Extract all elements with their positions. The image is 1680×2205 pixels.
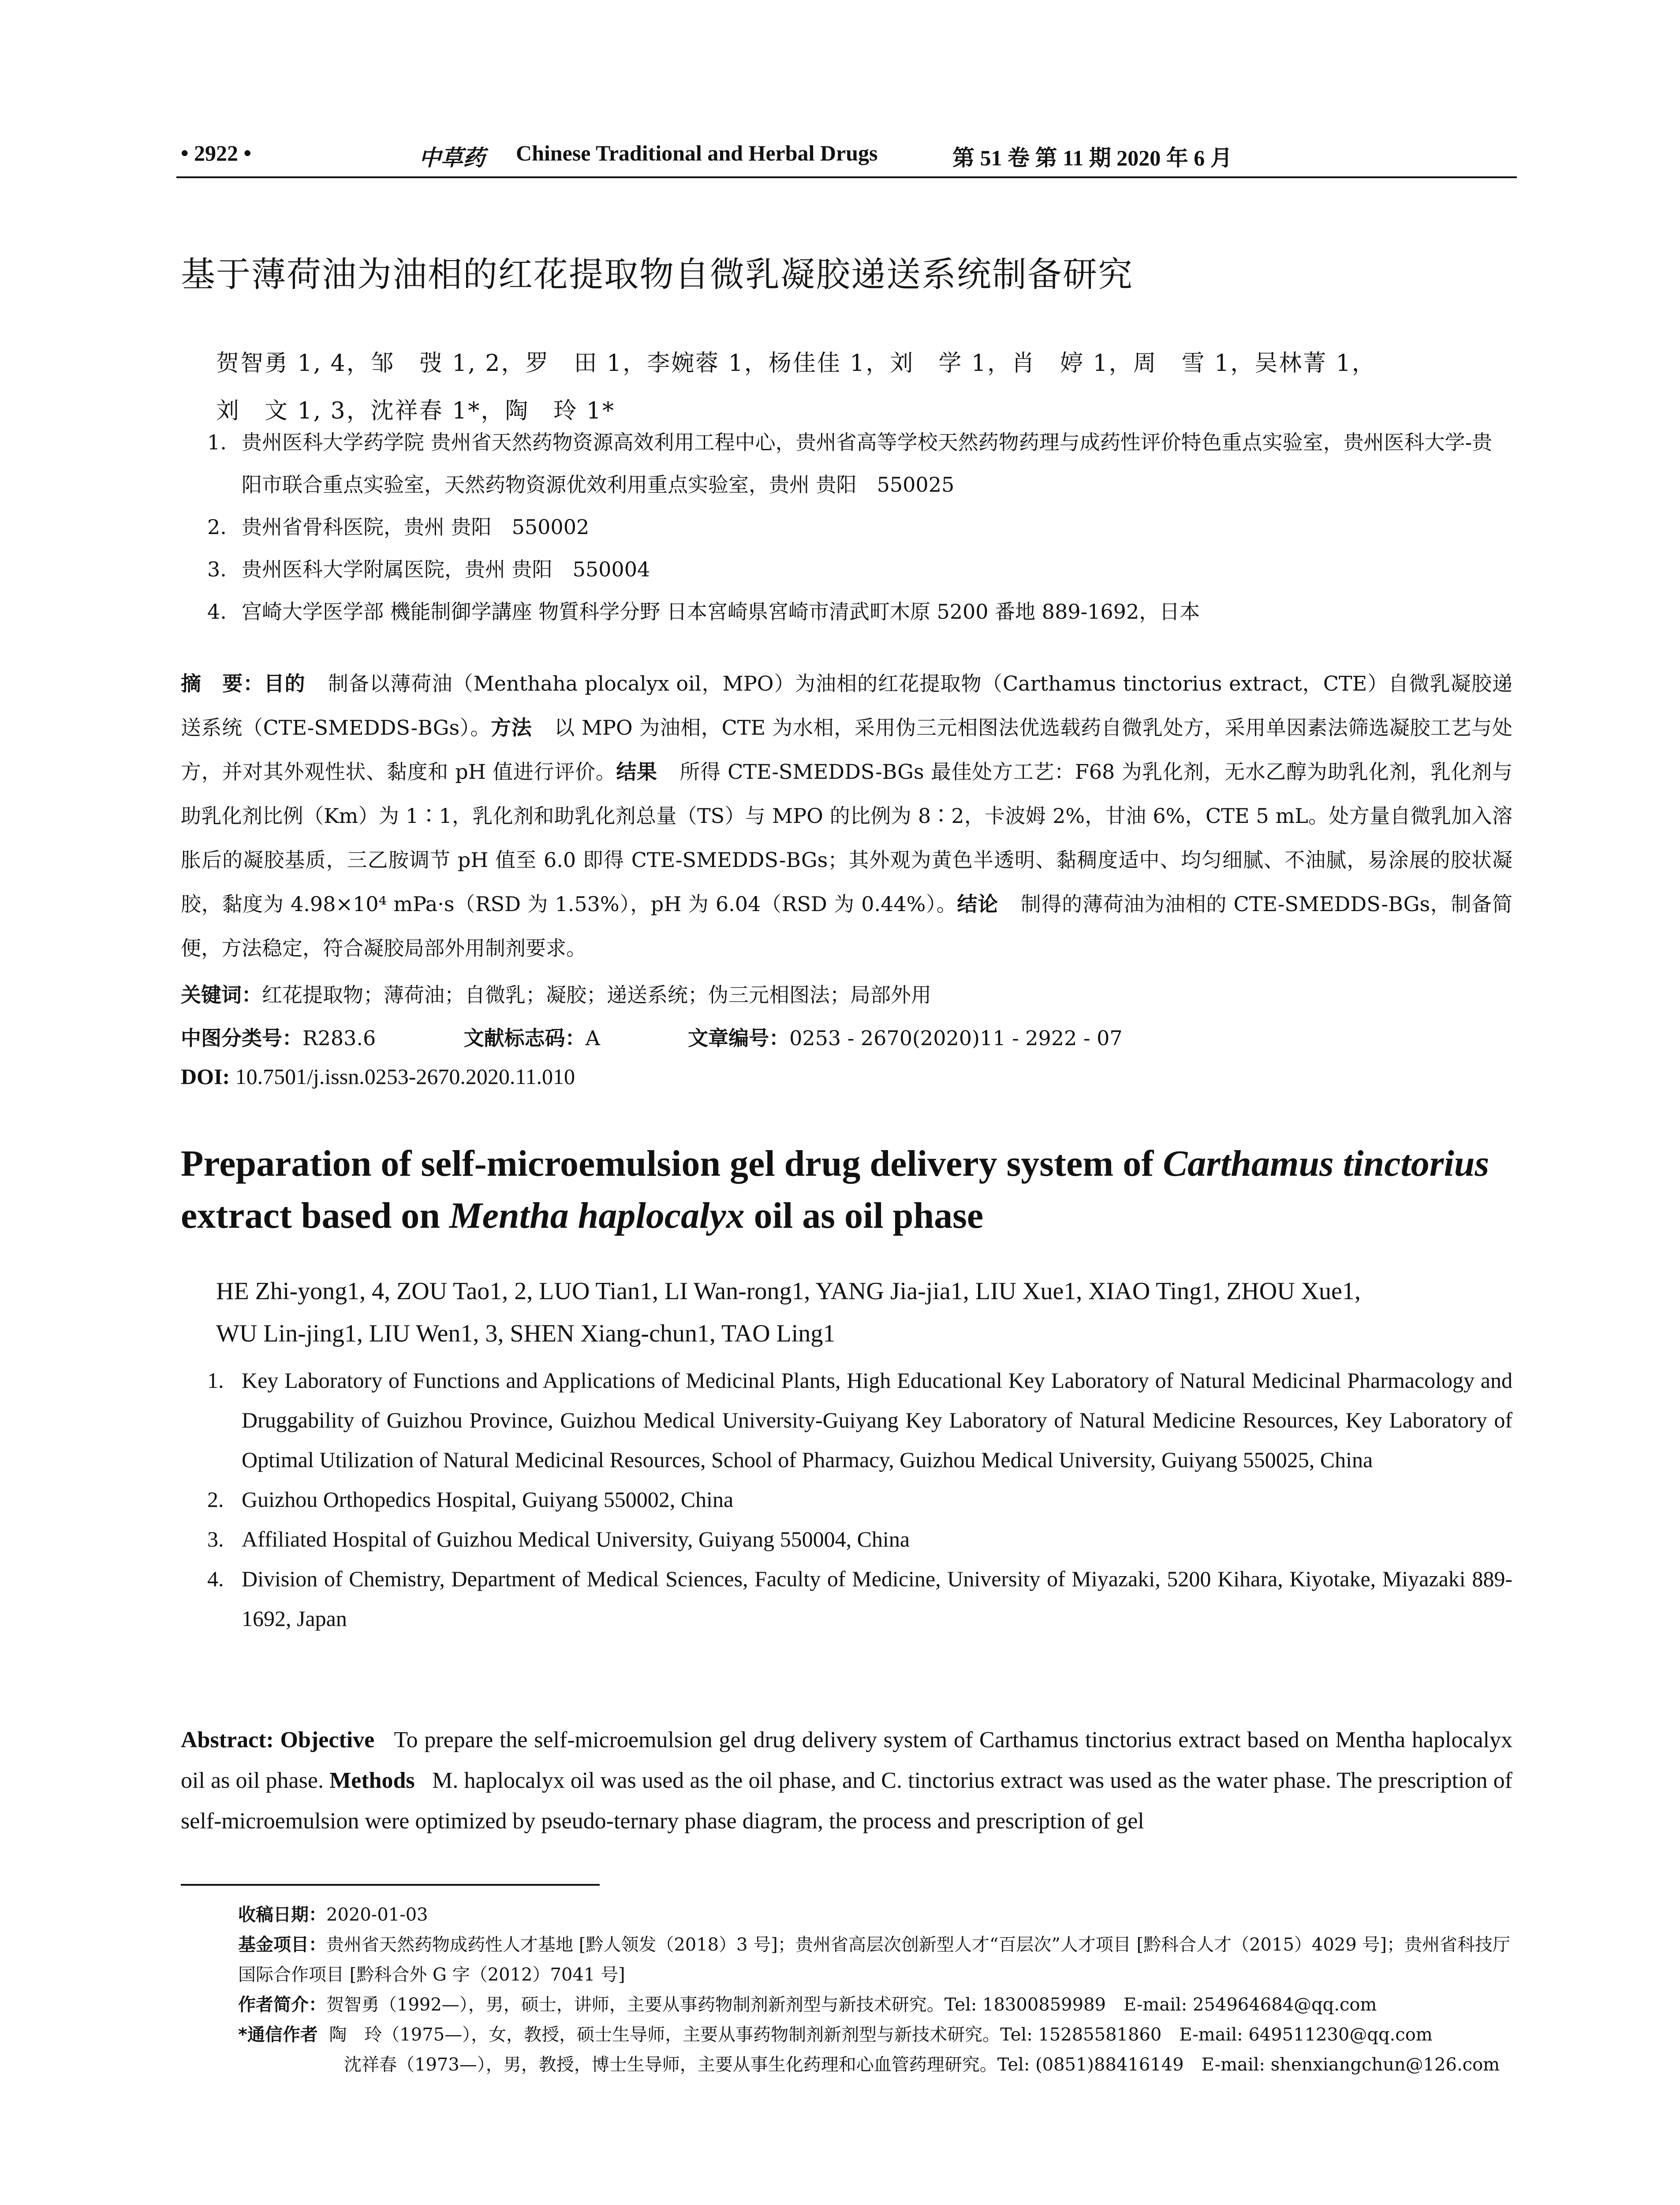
doi-line: DOI: 10.7501/j.issn.0253-2670.2020.11.010 <box>181 1064 575 1089</box>
chinese-authors-line: 贺智勇 1, 4，邹 弢 1, 2，罗 田 1，李婉蓉 1，杨佳佳 1，刘 学 1，肖 婷 1，周 雪 1，吴林菁 1， <box>216 350 1376 377</box>
page-number: • 2922 • <box>181 141 252 165</box>
running-header <box>181 140 1508 176</box>
doi[interactable]: 10.7501/j.issn.0253-2670.2020.11.010 <box>235 1064 575 1089</box>
chinese-affiliations <box>207 421 1512 633</box>
affiliation-item: 2. 贵州省骨科医院，贵州 贵阳 550002 <box>207 515 590 539</box>
chinese-authors-line: 刘 文 1, 3，沈祥春 1*，陶 玲 1* <box>216 398 615 424</box>
classification-line: 中图分类号：R283.6 文献标志码：A 文章编号：0253 - 2670(2020)11 - 2922 - 07 <box>181 1026 1123 1050</box>
results-label: 结果 <box>616 760 657 784</box>
article-number: 0253 - 2670(2020)11 - 2922 - 07 <box>789 1026 1123 1050</box>
chinese-abstract <box>181 662 1512 970</box>
abstract-objective-text: To prepare the self-microemulsion gel drug delivery system of Carthamus tinctorius extract based on Mentha haplocalyx oil as oil phase. <box>181 1727 1512 1793</box>
affiliation-item: 4. Division of Chemistry, Department of Medical Sciences, Faculty of Medicine, University of Miyazaki, 5200 Kihara, Kiyotake, Miyazaki 889-1692, Japan <box>207 1566 1512 1631</box>
footnote-corresponding: 沈祥春（1973—），男，教授，博士生导师，主要从事生化药理和心血管药理研究。Tel: (0851)88416149 E-mail: shenxiangchun@126.com <box>344 2055 1500 2075</box>
issue-info: 第 51 卷 第 11 期 2020 年 6 月 <box>952 146 1232 170</box>
english-authors-line: WU Lin-jing1, LIU Wen1, 3, SHEN Xiang-chun1, TAO Ling1 <box>216 1320 836 1347</box>
abstract-objective-label: Abstract: Objective <box>181 1727 375 1753</box>
footnote-received: 收稿日期：2020-01-03 <box>238 1905 428 1925</box>
abstract-methods-label: Methods <box>329 1768 415 1793</box>
affiliation-item: 3. 贵州医科大学附属医院，贵州 贵阳 550004 <box>207 557 650 581</box>
chinese-title: 基于薄荷油为油相的红花提取物自微乳凝胶递送系统制备研究 <box>181 255 1134 295</box>
footnote-corresponding: *通信作者 陶 玲（1975—），女，教授，硕士生导师，主要从事药物制剂新剂型与新技术研究。Tel: 15285581860 E-mail: 649511230@qq.com <box>238 2025 1433 2045</box>
keywords: 红花提取物；薄荷油；自微乳；凝胶；递送系统；伪三元相图法；局部外用 <box>262 983 931 1007</box>
results-text: 所得 CTE-SMEDDS-BGs 最佳处方工艺：F68 为乳化剂，无水乙醇为助乳化剂，乳化剂与助乳化剂比例（Km）为 1∶1，乳化剂和助乳化剂总量（TS）与 MPO 的比例为 8∶2，卡波姆 2%，甘油 6%，CTE 5 mL。处方量自微乳加入溶胀后的凝胶基质，三乙胺调节 pH 值至 6.0 即得 CTE-SMEDDS-BGs；其外观为黄色半透明、黏稠度适中、均匀细腻、不油腻，易涂展的胶状凝胶，黏度为 4.98×10⁴ mPa·s（RSD 为 1.53%），pH 为 6.04（RSD 为 0.44%）。 <box>181 760 1513 916</box>
affiliation-item: 4. 宫崎大学医学部 機能制御学講座 物質科学分野 日本宮崎県宮崎市清武町木原 5200 番地 889-1692，日本 <box>207 600 1200 624</box>
abstract-methods-text: M. haplocalyx oil was used as the oil phase, and C. tinctorius extract was used as the water phase. The prescription of self-microemulsion were optimized by pseudo-ternary phase diagram, the process and prescription of gel <box>181 1768 1512 1834</box>
english-authors-line: HE Zhi-yong1, 4, ZOU Tao1, 2, LUO Tian1, LI Wan-rong1, YANG Jia-jia1, LIU Xue1, XIAO Ting1, ZHOU Xue1, <box>216 1278 1361 1305</box>
header-rule <box>176 176 1517 178</box>
methods-label: 方法 <box>491 716 532 740</box>
footnote-funding: 基金项目：贵州省天然药物成药性人才基地 [黔人领发（2018）3 号]；贵州省高层次创新型人才“百层次”人才项目 [黔科合人才（2015）4029 号]；贵州省科技厅国际合作项目 [黔科合外 G 字（2012）7041 号] <box>238 1935 1511 1985</box>
clc-number: R283.6 <box>302 1026 376 1050</box>
affiliation-item: 1. Key Laboratory of Functions and Applications of Medicinal Plants, High Educational Key Laboratory of Natural Medicinal Pharmacology and Druggability of Guizhou Province, Guizhou Medical University-Guiyang Key Laboratory of Natural Medicine Resources, Key Laboratory of Optimal Utilization of Natural Medicinal Resources, School of Pharmacy, Guizhou Medical University, Guiyang 550025, China <box>207 1368 1512 1472</box>
english-title: Preparation of self-microemulsion gel drug delivery system of Carthamus tinctorius extract based on Mentha haplocalyx oil as oil phase <box>181 1143 1490 1236</box>
objective-label: 目的 <box>264 672 306 695</box>
methods-text: 以 MPO 为油相，CTE 为水相，采用伪三元相图法优选载药自微乳处方，采用单因素法筛选凝胶工艺与处方，并对其外观性状、黏度和 pH 值进行评价。 <box>181 716 1512 784</box>
footnote-rule <box>181 1884 600 1886</box>
keywords-line: 关键词：红花提取物；薄荷油；自微乳；凝胶；递送系统；伪三元相图法；局部外用 <box>181 983 931 1007</box>
journal-name-en: Chinese Traditional and Herbal Drugs <box>516 141 878 165</box>
english-authors <box>216 1270 1517 1355</box>
english-affiliations <box>207 1360 1512 1638</box>
affiliation-item: 2. Guizhou Orthopedics Hospital, Guiyang 550002, China <box>207 1487 734 1512</box>
footnote-author-bio: 作者简介：贺智勇（1992—），男，硕士，讲师，主要从事药物制剂新剂型与新技术研究。Tel: 18300859989 E-mail: 254964684@qq.com <box>238 1995 1377 2015</box>
conclusion-text: 制得的薄荷油为油相的 CTE-SMEDDS-BGs，制备简便，方法稳定，符合凝胶局部外用制剂要求。 <box>181 892 1513 960</box>
english-abstract <box>181 1720 1512 1842</box>
abstract-label: 摘 要： <box>181 672 264 695</box>
footnotes <box>238 1900 1517 2080</box>
affiliation-item: 3. Affiliated Hospital of Guizhou Medical University, Guiyang 550004, China <box>207 1527 910 1551</box>
conclusion-label: 结论 <box>957 892 999 916</box>
objective-text: 制备以薄荷油（Menthaha plocalyx oil，MPO）为油相的红花提取物（Carthamus tinctorius extract，CTE）自微乳凝胶递送系统（CTE-SMEDDS-BGs）。 <box>181 672 1513 740</box>
affiliation-item: 1. 贵州医科大学药学院 贵州省天然药物资源高效利用工程中心，贵州省高等学校天然药物药理与成药性评价特色重点实验室，贵州医科大学-贵阳市联合重点实验室，天然药物资源优效利用重点实验室，贵州 贵阳 550025 <box>207 430 1493 497</box>
journal-name-cn: 中草药 <box>419 145 485 171</box>
chinese-authors <box>216 340 1517 435</box>
document-code: A <box>585 1026 600 1050</box>
